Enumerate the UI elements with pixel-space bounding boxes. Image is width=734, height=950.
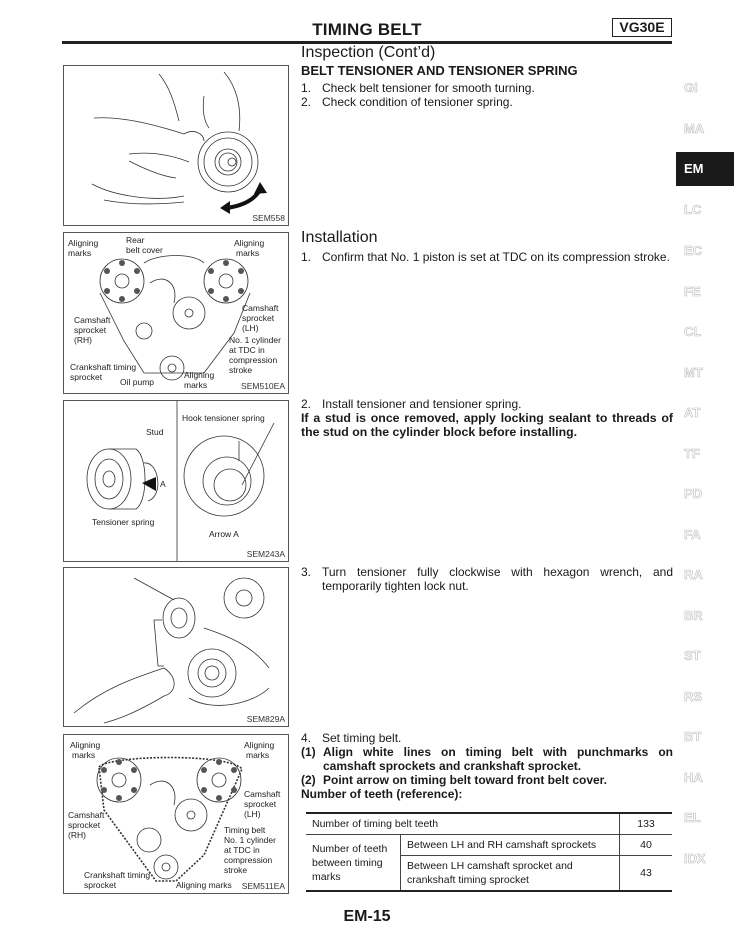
svg-text:compression: compression	[224, 855, 273, 865]
subsection-title: BELT TENSIONER AND TENSIONER SPRING	[301, 63, 578, 78]
tab-tf[interactable]: TF	[684, 446, 700, 461]
tab-st[interactable]: ST	[684, 648, 701, 663]
svg-text:No. 1 cylinder: No. 1 cylinder	[224, 835, 276, 845]
svg-text:sprocket: sprocket	[242, 313, 275, 323]
svg-text:at TDC in: at TDC in	[224, 845, 260, 855]
inspection-steps	[301, 81, 673, 109]
svg-text:Aligning: Aligning	[184, 370, 215, 380]
tab-idx[interactable]: IDX	[684, 851, 706, 866]
tab-fe[interactable]: FE	[684, 284, 701, 299]
svg-text:Aligning: Aligning	[68, 238, 99, 248]
tensioner-spring-illustration	[64, 401, 288, 561]
svg-text:(LH): (LH)	[244, 809, 261, 819]
engine-model-badge: VG30E	[612, 18, 672, 37]
svg-text:Aligning: Aligning	[70, 740, 101, 750]
svg-text:Camshaft: Camshaft	[68, 810, 105, 820]
figure-belt-tensioner-turning	[63, 65, 289, 226]
figure-code: SEM511EA	[241, 881, 285, 891]
svg-text:marks: marks	[68, 248, 92, 258]
svg-text:Rear: Rear	[126, 235, 145, 245]
figure-hexagon-wrench	[63, 567, 289, 727]
installation-title: Installation	[301, 229, 378, 246]
svg-text:Stud: Stud	[146, 427, 164, 437]
svg-text:sprocket: sprocket	[84, 880, 117, 890]
svg-text:(RH): (RH)	[74, 335, 92, 345]
svg-text:Tensioner spring: Tensioner spring	[92, 517, 155, 527]
tab-at[interactable]: AT	[684, 405, 701, 420]
tab-mt[interactable]: MT	[684, 365, 703, 380]
svg-text:sprocket: sprocket	[74, 325, 107, 335]
svg-text:Timing belt: Timing belt	[224, 825, 266, 835]
figure-code: SEM829A	[246, 714, 285, 724]
locking-sealant-note: If a stud is once removed, apply locking sealant to threads of the stud on the cylinder block before installing.	[301, 411, 673, 439]
tab-em[interactable]: EM	[676, 152, 734, 186]
table-row: Number of teeth between timing marks Between LH and RH camshaft sprockets 40	[306, 835, 672, 856]
tab-ra[interactable]: RA	[684, 567, 703, 582]
svg-text:belt cover: belt cover	[126, 245, 163, 255]
step-4-sub-1: (1) Align white lines on timing belt with punchmarks on camshaft sprockets and crankshaft sprocket.	[301, 745, 673, 773]
table-row: Between LH camshaft sprocket and crankshaft timing sprocket 43	[306, 856, 672, 892]
svg-text:stroke: stroke	[229, 365, 253, 375]
svg-text:Camshaft: Camshaft	[74, 315, 111, 325]
svg-text:sprocket: sprocket	[70, 372, 103, 382]
page-header-title: TIMING BELT	[312, 20, 422, 39]
figure-code: SEM558	[252, 213, 285, 223]
figure-timing-belt-set	[63, 734, 289, 894]
svg-text:Aligning: Aligning	[244, 740, 275, 750]
installation-step-2: 2. Install tensioner and tensioner spring. If a stud is once removed, apply locking sealant to threads of the stud on the cylinder block before installing.	[301, 397, 673, 439]
svg-text:Arrow A: Arrow A	[209, 529, 239, 539]
section-title: Inspection (Cont’d)	[301, 44, 436, 61]
svg-text:Aligning marks: Aligning marks	[176, 880, 232, 890]
svg-text:Aligning: Aligning	[234, 238, 265, 248]
tab-lc[interactable]: LC	[684, 202, 702, 217]
svg-text:Camshaft: Camshaft	[244, 789, 281, 799]
table-row: Number of timing belt teeth 133	[306, 813, 672, 835]
figure-code: SEM243A	[246, 549, 285, 559]
tab-ha[interactable]: HA	[684, 770, 703, 785]
svg-text:marks: marks	[184, 380, 208, 390]
installation-step-4: 4. Set timing belt. (1) Align white lines on timing belt with punchmarks on camshaft sprockets and crankshaft sprocket. (2) Point arrow on timing belt toward front belt cover. Number of teeth (reference):	[301, 731, 673, 801]
list-item: 1. Check belt tensioner for smooth turning.	[301, 81, 535, 95]
svg-text:at TDC in: at TDC in	[229, 345, 265, 355]
svg-text:stroke: stroke	[224, 865, 248, 875]
teeth-heading: Number of teeth (reference):	[301, 787, 463, 801]
tab-el[interactable]: EL	[684, 810, 701, 825]
figure-tensioner-spring	[63, 400, 289, 562]
tab-rs[interactable]: RS	[684, 689, 703, 704]
tab-ma[interactable]: MA	[684, 121, 705, 136]
tab-ec[interactable]: EC	[684, 243, 703, 258]
figure-tdc-alignment	[63, 232, 289, 394]
hex-wrench-illustration	[64, 568, 288, 726]
svg-text:Hook tensioner spring: Hook tensioner spring	[182, 413, 265, 423]
svg-text:(RH): (RH)	[68, 830, 86, 840]
tensioner-hand-illustration	[64, 66, 288, 225]
svg-text:No. 1 cylinder: No. 1 cylinder	[229, 335, 281, 345]
svg-text:marks: marks	[246, 750, 270, 760]
figure-code: SEM510EA	[241, 381, 285, 391]
list-item: 2. Check condition of tensioner spring.	[301, 95, 513, 109]
tab-pd[interactable]: PD	[684, 486, 703, 501]
engine-front-illustration	[64, 233, 288, 393]
svg-text:marks: marks	[236, 248, 260, 258]
section-tab-index	[676, 0, 734, 950]
tab-br[interactable]: BR	[684, 608, 703, 623]
timing-belt-teeth-table	[306, 812, 672, 892]
svg-text:sprocket: sprocket	[244, 799, 277, 809]
svg-text:A: A	[160, 479, 166, 489]
timing-belt-illustration	[64, 735, 288, 893]
svg-text:(LH): (LH)	[242, 323, 259, 333]
svg-text:Oil pump: Oil pump	[120, 377, 155, 387]
svg-text:marks: marks	[72, 750, 96, 760]
tab-fa[interactable]: FA	[684, 527, 701, 542]
svg-text:sprocket: sprocket	[68, 820, 101, 830]
installation-step-1: 1. Confirm that No. 1 piston is set at TDC on its compression stroke.	[301, 250, 670, 264]
tab-bt[interactable]: BT	[684, 729, 702, 744]
svg-text:Crankshaft timing: Crankshaft timing	[70, 362, 137, 372]
svg-text:Crankshaft timing: Crankshaft timing	[84, 870, 151, 880]
svg-text:Camshaft: Camshaft	[242, 303, 279, 313]
page-number: EM-15	[343, 908, 391, 925]
tab-gi[interactable]: GI	[684, 80, 698, 95]
installation-step-3: 3. Turn tensioner fully clockwise with hexagon wrench, and temporarily tighten lock nut.	[301, 565, 673, 593]
step-4-sub-2: (2) Point arrow on timing belt toward front belt cover.	[301, 773, 608, 787]
svg-text:compression: compression	[229, 355, 278, 365]
tab-cl[interactable]: CL	[684, 324, 702, 339]
